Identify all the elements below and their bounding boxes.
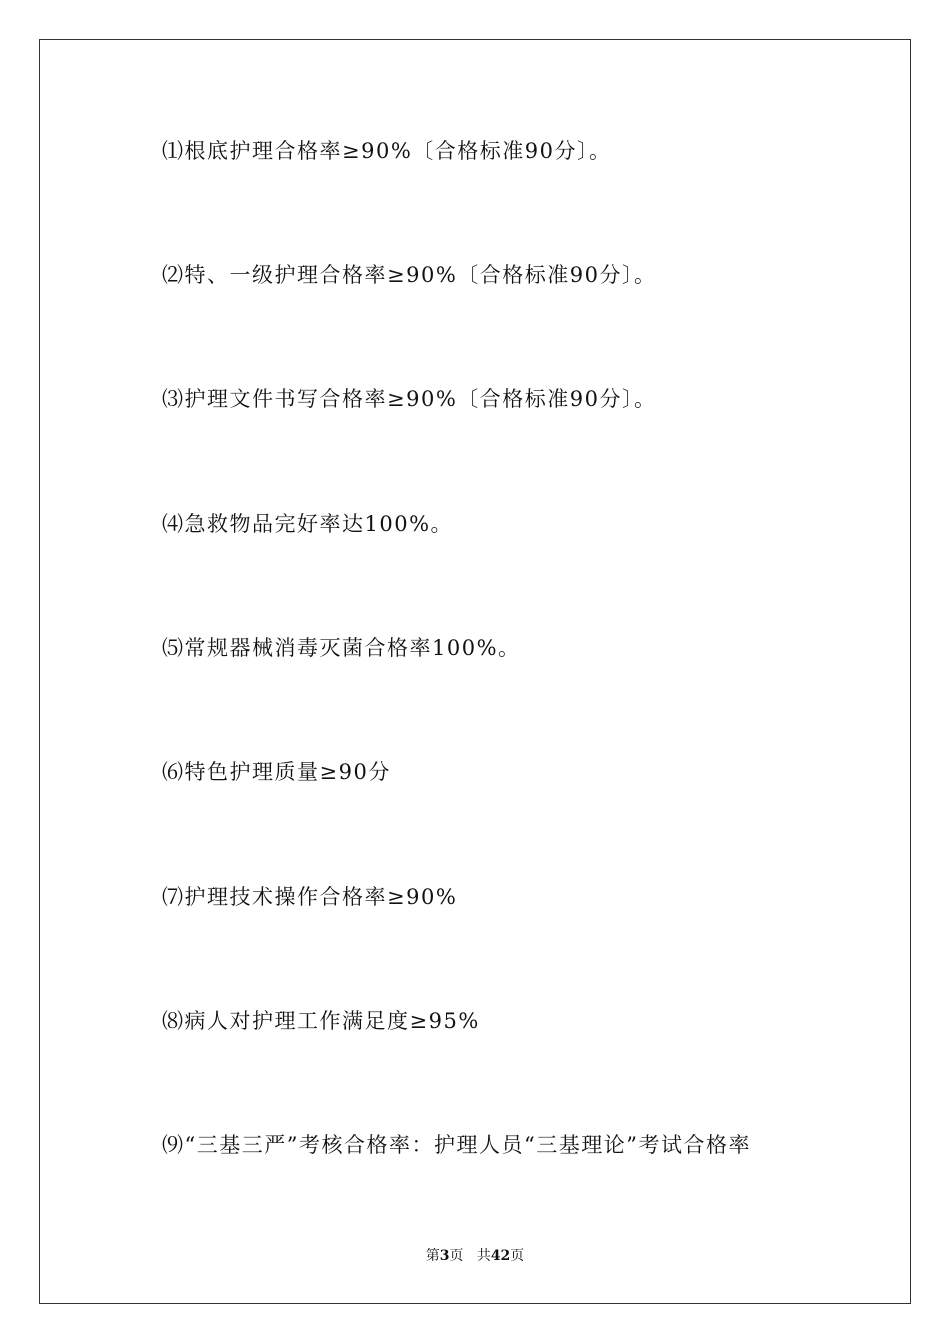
footer-page-suffix: 页	[449, 1248, 464, 1264]
footer-total-suffix: 页	[510, 1248, 525, 1264]
list-item: ⑻病人对护理工作满足度≥95%	[162, 1009, 480, 1033]
page-border	[39, 39, 911, 1304]
list-item: ⑷急救物品完好率达100%。	[162, 512, 454, 536]
list-item: ⑼“三基三严”考核合格率：护理人员“三基理论”考试合格率	[162, 1133, 751, 1157]
list-item: ⑴根底护理合格率≥90%〔合格标准90分〕。	[162, 139, 612, 163]
footer-page-number: 3	[439, 1248, 450, 1264]
list-item: ⑵特、一级护理合格率≥90%〔合格标准90分〕。	[162, 263, 657, 287]
list-item: ⑺护理技术操作合格率≥90%	[162, 885, 458, 909]
page-footer	[0, 1249, 950, 1263]
footer-page-prefix: 第	[425, 1248, 440, 1264]
footer-total-prefix: 共	[476, 1248, 491, 1264]
footer-total-pages: 42	[490, 1248, 511, 1264]
list-item: ⑶护理文件书写合格率≥90%〔合格标准90分〕。	[162, 387, 657, 411]
list-item: ⑹特色护理质量≥90分	[162, 760, 391, 784]
list-item: ⑸常规器械消毒灭菌合格率100%。	[162, 636, 521, 660]
